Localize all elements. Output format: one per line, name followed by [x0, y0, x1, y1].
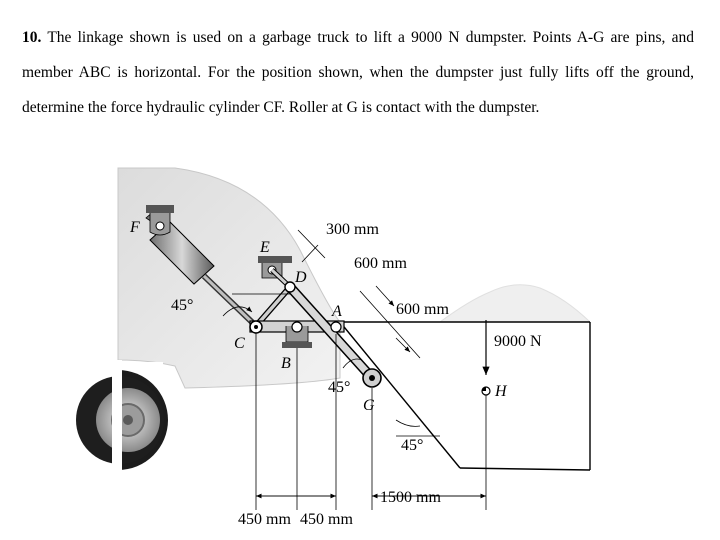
point-h [482, 387, 490, 395]
angle-left: 45° [171, 297, 194, 314]
label-c: C [234, 335, 245, 352]
dim-1500mm: 1500 mm [380, 489, 441, 506]
dim-600mm-right: 600 mm [396, 301, 449, 318]
dim-450mm-right: 450 mm [300, 511, 353, 528]
label-f: F [130, 219, 140, 236]
pin-f-bracket [146, 205, 174, 235]
label-d: D [295, 269, 307, 286]
dumpster [340, 322, 590, 470]
angle-bottom: 45° [401, 437, 424, 454]
label-e: E [260, 239, 270, 256]
label-b: B [281, 355, 291, 372]
label-a: A [332, 303, 342, 320]
problem-number: 10. [22, 29, 42, 46]
dim-450mm-left: 450 mm [238, 511, 291, 528]
label-h: H [495, 383, 507, 400]
pin-d [285, 282, 295, 292]
problem-text: The linkage shown is used on a garbage truck to lift a 9000 N dumpster. Points A-G are pins, and member ABC is horizontal. For the position shown, when the dumpster just fully lifts off the ground, determine the force hydraulic cylinder CF. Roller at G is contact with the dumpster. [22, 29, 694, 116]
truck-wheel [76, 360, 168, 478]
label-g: G [363, 397, 375, 414]
dim-300mm: 300 mm [326, 221, 379, 238]
garbage-pile [440, 285, 590, 322]
load-label: 9000 N [494, 333, 542, 350]
truck-body [118, 168, 340, 388]
pin-a [331, 322, 341, 332]
angle-mid: 45° [328, 379, 351, 396]
dim-600mm-top: 600 mm [354, 255, 407, 272]
